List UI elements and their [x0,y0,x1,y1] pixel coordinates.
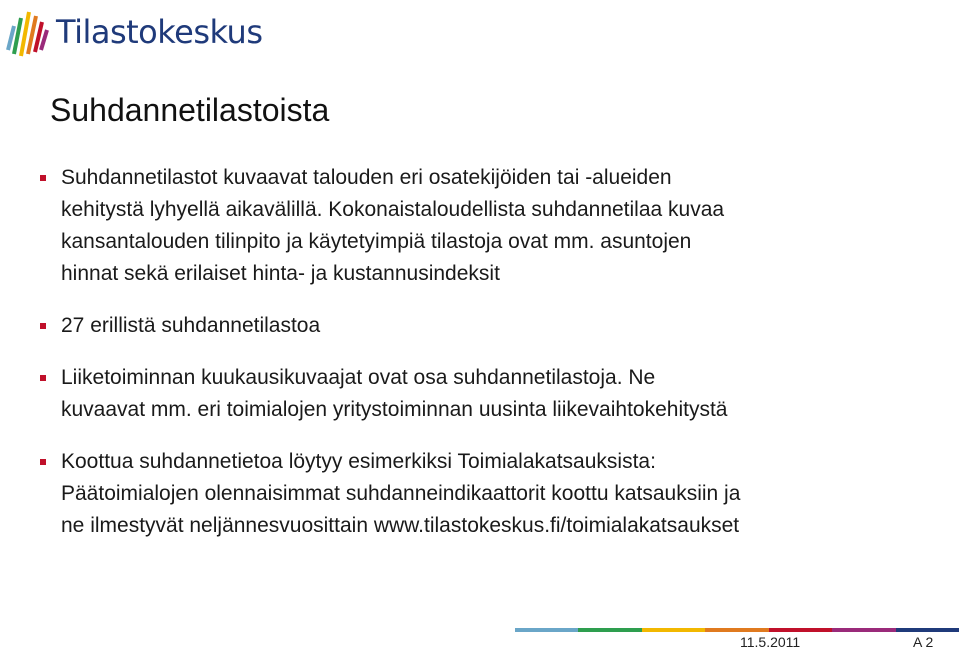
bullet-line: Koottua suhdannetietoa löytyy esimerkiksi Toimialakatsauksista: [61,450,656,473]
footer-color-segment [578,628,641,632]
slide-title: Suhdannetilastoista [50,92,330,128]
footer-color-segment [896,628,959,632]
tilastokeskus-logo-icon [4,6,50,58]
bullet-line: Suhdannetilastot kuvaavat talouden eri osatekijöiden tai -alueiden [61,166,672,189]
footer-page-number: A 2 [913,634,934,650]
brand-logo [4,4,263,60]
footer-color-segment [515,628,578,632]
bullet-line: kehitystä lyhyellä aikavälillä. Kokonaistaloudellista suhdannetilaa kuvaa [61,198,725,221]
footer-date: 11.5.2011 [740,634,801,650]
bullet-line: Päätoimialojen olennaisimmat suhdanneindikaattorit koottu katsauksiin ja [61,482,741,505]
bullet-marker-icon [40,323,46,329]
bullet-marker-icon [40,459,46,465]
bullet-line: kuvaavat mm. eri toimialojen yritystoiminnan uusinta liikevaihtokehitystä [61,398,728,421]
footer-color-segment [705,628,768,632]
footer-color-segment [832,628,895,632]
bullet-line: 27 erillistä suhdannetilastoa [61,314,321,337]
bullet-line: ne ilmestyvät neljännesvuosittain www.tilastokeskus.fi/toimialakatsaukset [61,514,740,537]
bullet-marker-icon [40,175,46,181]
bullet-line: kansantalouden tilinpito ja käytetyimpiä tilastoja ovat mm. asuntojen [61,230,692,253]
bullet-line: Liiketoiminnan kuukausikuvaajat ovat osa suhdannetilastoja. Ne [61,366,656,389]
footer-color-segment [642,628,705,632]
brand-name: Tilastokeskus [56,13,263,51]
footer-color-segment [769,628,832,632]
bullet-marker-icon [40,375,46,381]
footer-color-bar [515,628,959,632]
bullet-line: hinnat sekä erilaiset hinta- ja kustannusindeksit [61,262,500,285]
